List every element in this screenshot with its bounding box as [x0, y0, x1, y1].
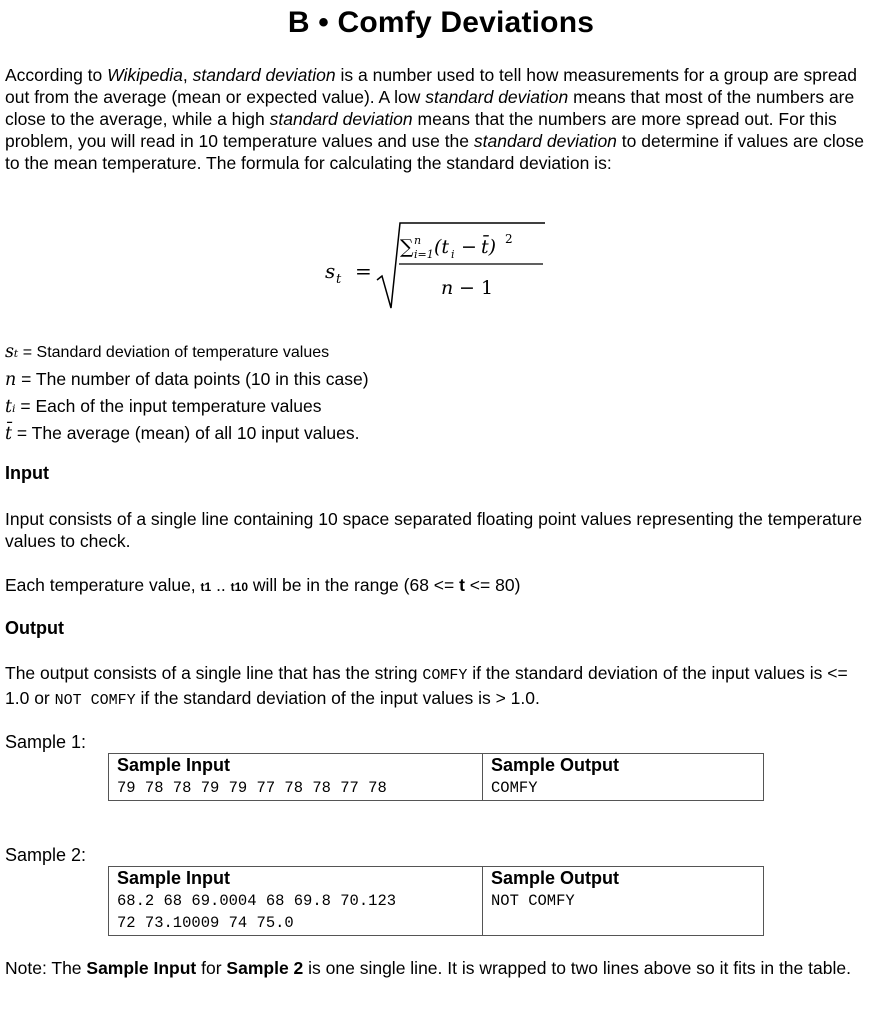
- std-dev-formula: [325, 218, 565, 313]
- input-heading: Input: [5, 463, 49, 483]
- svg-text:(t: (t: [434, 236, 450, 258]
- sample-input-line-2: 72 73.10009 74 75.0: [117, 914, 294, 932]
- output-description: The output consists of a single line that has the string COMFY if the standard deviation of the input values is <= 1.0 or NOT COMFY if the standard deviation of the input values is > 1.0.: [5, 663, 848, 709]
- table-row: [109, 889, 764, 936]
- sample-input-value: 79 78 78 79 79 77 78 78 77 78: [109, 776, 483, 801]
- svg-text:−: −: [461, 236, 477, 258]
- input-description: Input consists of a single line containing 10 space separated floating point values representing the temperature values to check.: [5, 509, 863, 551]
- intro-paragraph: According to Wikipedia, standard deviation is a number used to tell how measurements for a group are spread out from the average (mean or expected value). A low standard deviation means that most of the numbers are close to the average, while a high standard deviation means that the numbers are more spread out. For this problem, you will read in 10 temperature values and use the standard deviation to determine if values are close to the mean temperature. The formula for calculating the standard deviation is:: [5, 65, 864, 173]
- svg-text:i=1: i=1: [414, 248, 434, 261]
- sample-2-table: [108, 866, 764, 936]
- svg-text:∑: ∑: [400, 236, 414, 258]
- table-header-row: [109, 754, 764, 777]
- definition-st: sₜ = Standard deviation of temperature values: [5, 342, 330, 362]
- sample-input-value: [109, 889, 483, 936]
- definition-ti: tᵢ = Each of the input temperature values: [5, 396, 322, 417]
- definitions: [5, 338, 369, 447]
- sample-input-line-1: 68.2 68 69.0004 68 69.8 70.123: [117, 892, 397, 910]
- sample-output-header: Sample Output: [483, 867, 764, 890]
- svg-text:− 1: − 1: [459, 277, 494, 299]
- definition-tbar: t̄ = The average (mean) of all 10 input values.: [5, 423, 360, 444]
- svg-text:i: i: [451, 248, 455, 261]
- svg-text:s: s: [325, 259, 336, 283]
- sample-1-table: [108, 753, 764, 801]
- table-header-row: [109, 867, 764, 890]
- sample-output-header: Sample Output: [483, 754, 764, 777]
- sample-input-header: Sample Input: [109, 754, 483, 777]
- input-range: Each temperature value, t1 .. t10 will be in the range (68 <= t <= 80): [5, 575, 521, 595]
- page-title: B • Comfy Deviations: [287, 6, 595, 39]
- svg-text:n: n: [414, 234, 422, 247]
- sample-output-value: COMFY: [483, 776, 764, 801]
- sample-2-label: Sample 2:: [5, 845, 87, 865]
- svg-text:t̄): t̄): [481, 236, 497, 258]
- svg-text:t: t: [336, 272, 342, 287]
- sample-1-label: Sample 1:: [5, 732, 87, 752]
- svg-text:n: n: [441, 277, 454, 299]
- table-row: [109, 776, 764, 801]
- svg-text:2: 2: [505, 232, 513, 246]
- svg-text:=: =: [355, 259, 372, 283]
- sample-output-value: NOT COMFY: [483, 889, 764, 936]
- definition-n: n = The number of data points (10 in this case): [5, 369, 369, 390]
- sample-input-header: Sample Input: [109, 867, 483, 890]
- note-paragraph: Note: The Sample Input for Sample 2 is one single line. It is wrapped to two lines above so it fits in the table.: [5, 958, 851, 978]
- output-heading: Output: [5, 618, 64, 638]
